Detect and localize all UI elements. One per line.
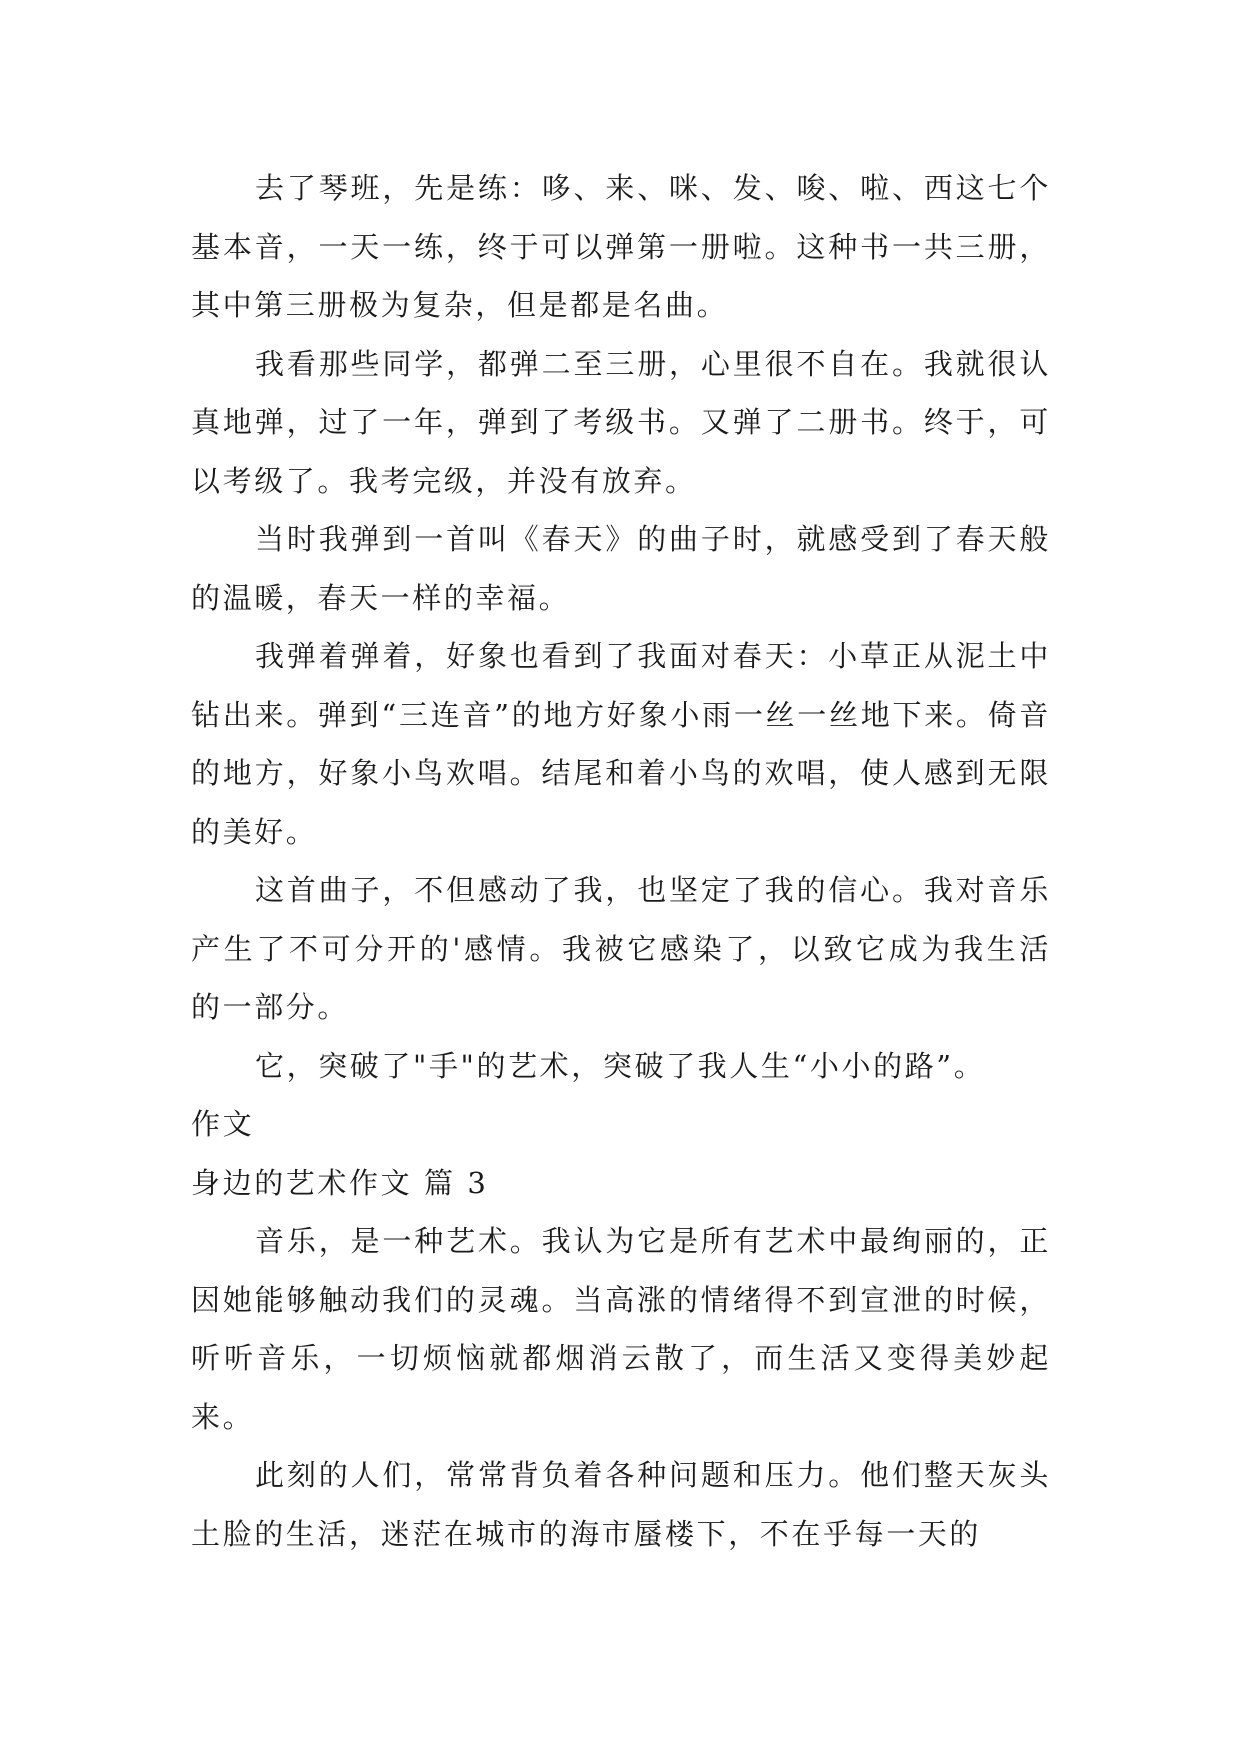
paragraph: 此刻的人们，常常背负着各种问题和压力。他们整天灰头土脸的生活，迷茫在城市的海市蜃楼下，不在乎每一天的: [191, 1458, 1051, 1551]
paragraph: 当时我弹到一首叫《春天》的曲子时，就感受到了春天般的温暖，春天一样的幸福。: [191, 522, 1051, 615]
document-body: [191, 159, 1051, 1563]
paragraph-fragment: 作文: [191, 1107, 255, 1141]
paragraph: 我弹着弹着，好象也看到了我面对春天：小草正从泥土中钻出来。弹到“三连音”的地方好象小雨一丝一丝地下来。倚音的地方，好象小鸟欢唱。结尾和着小鸟的欢唱，使人感到无限的美好。: [191, 639, 1051, 849]
section-heading: 身边的艺术作文 篇 3: [191, 1165, 489, 1200]
paragraph: 它，突破了"手"的艺术，突破了我人生“小小的路”。: [255, 1048, 986, 1083]
paragraph: 去了琴班，先是练：哆、来、咪、发、唆、啦、西这七个基本音，一天一练，终于可以弹第一册啦。这种书一共三册，其中第三册极为复杂，但是都是名曲。: [191, 171, 1051, 322]
paragraph: 我看那些同学，都弹二至三册，心里很不自在。我就很认真地弹，过了一年，弹到了考级书。又弹了二册书。终于，可以考级了。我考完级，并没有放弃。: [191, 346, 1051, 498]
paragraph: 音乐，是一种艺术。我认为它是所有艺术中最绚丽的，正因她能够触动我们的灵魂。当高涨的情绪得不到宣泄的时候，听听音乐，一切烦恼就都烟消云散了，而生活又变得美妙起来。: [191, 1224, 1051, 1434]
paragraph: 这首曲子，不但感动了我，也坚定了我的信心。我对音乐产生了不可分开的'感情。我被它感染了，以致它成为我生活的一部分。: [191, 873, 1051, 1024]
